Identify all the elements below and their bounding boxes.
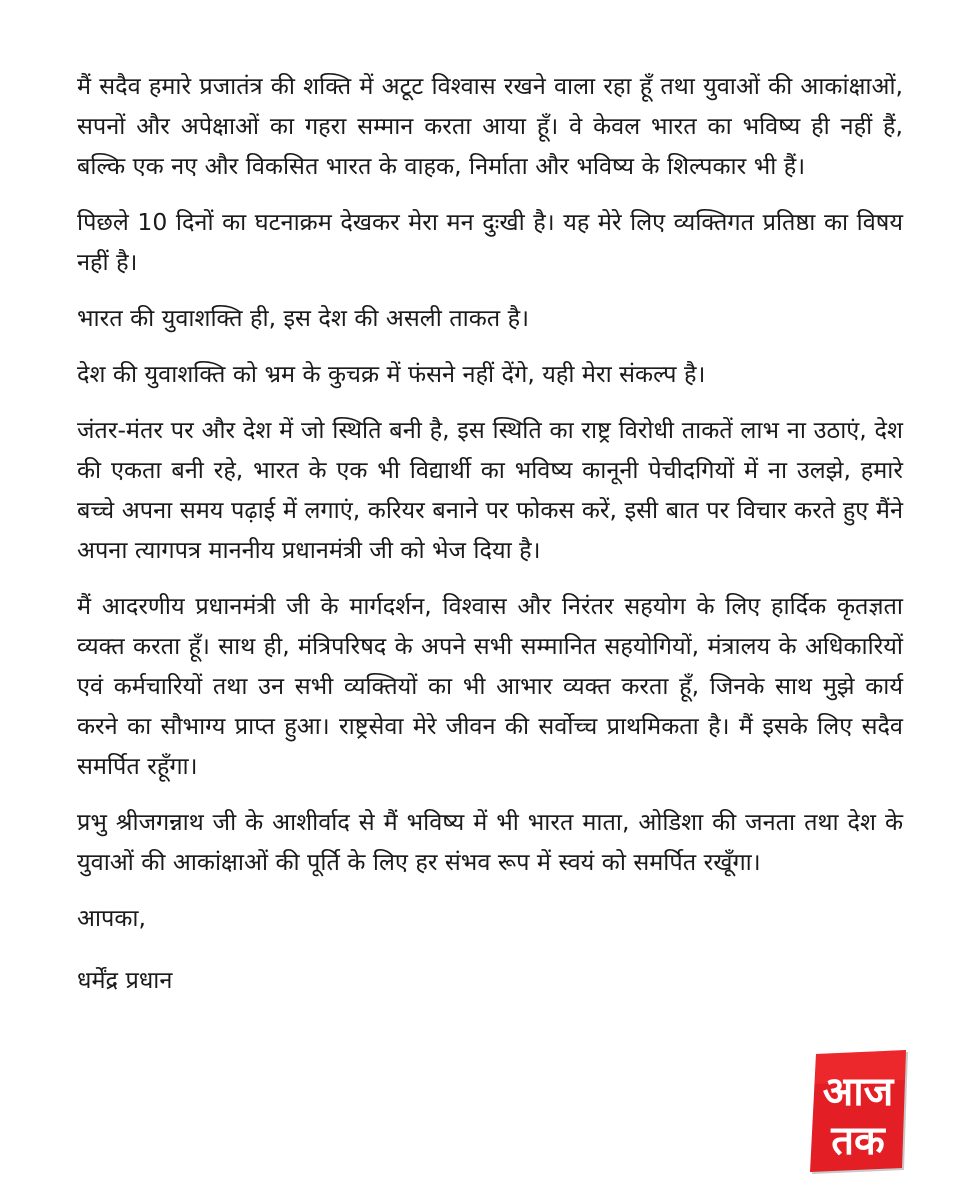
logo-text-line1: आज — [822, 1069, 894, 1115]
aaj-tak-logo-graphic — [808, 1050, 913, 1175]
paragraph-5: जंतर-मंतर पर और देश में जो स्थिति बनी है, इस स्थिति का राष्ट्र विरोधी ताकतें लाभ ना उठाएं, देश की एकता बनी रहे, भारत के एक भी विद्यार्थी का भविष्य कानूनी पेचीदगियों में ना उलझे, हमारे बच्चे अपना समय पढ़ाई में लगाएं, करियर बनाने पर फोकस करें, इसी बात पर विचार करते हुए मैंने अपना त्यागपत्र माननीय प्रधानमंत्री जी को भेज दिया है। — [77, 416, 903, 564]
aaj-tak-logo — [808, 1050, 913, 1175]
closing-line: आपका, — [77, 904, 146, 932]
paragraph-2: पिछले 10 दिनों का घटनाक्रम देखकर मेरा मन दुःखी है। यह मेरे लिए व्यक्तिगत प्रतिष्ठा का विषय नहीं है। — [77, 208, 903, 276]
paragraph-3: भारत की युवाशक्ति ही, इस देश की असली ताकत है। — [77, 304, 530, 332]
paragraph-4: देश की युवाशक्ति को भ्रम के कुचक्र में फंसने नहीं देंगे, यही मेरा संकल्प है। — [77, 360, 706, 388]
paragraph-1: मैं सदैव हमारे प्रजातंत्र की शक्ति में अटूट विश्वास रखने वाला रहा हूँ तथा युवाओं की आकांक्षाओं, सपनों और अपेक्षाओं का गहरा सम्मान करता आया हूँ। वे केवल भारत का भविष्य ही नहीं हैं, बल्कि एक नए और विकसित भारत के वाहक, निर्माता और भविष्य के शिल्पकार भी हैं। — [77, 72, 903, 180]
signature-name: धर्मेंद्र प्रधान — [77, 966, 173, 994]
paragraph-7: प्रभु श्रीजगन्नाथ जी के आशीर्वाद से मैं भविष्य में भी भारत माता, ओडिशा की जनता तथा देश के युवाओं की आकांक्षाओं की पूर्ति के लिए हर संभव रूप में स्वयं को समर्पित रखूँगा। — [77, 808, 903, 876]
letter-body — [77, 66, 903, 1000]
paragraph-6: मैं आदरणीय प्रधानमंत्री जी के मार्गदर्शन, विश्वास और निरंतर सहयोग के लिए हार्दिक कृतज्ञता व्यक्त करता हूँ। साथ ही, मंत्रिपरिषद के अपने सभी सम्मानित सहयोगियों, मंत्रालय के अधिकारियों एवं कर्मचारियों तथा उन सभी व्यक्तियों का भी आभार व्यक्त करता हूँ, जिनके साथ मुझे कार्य करने का सौभाग्य प्राप्त हुआ। राष्ट्रसेवा मेरे जीवन की सर्वोच्च प्राथमिकता है। मैं इसके लिए सदैव समर्पित रहूँगा। — [77, 592, 903, 780]
logo-text-line2: तक — [831, 1118, 885, 1164]
